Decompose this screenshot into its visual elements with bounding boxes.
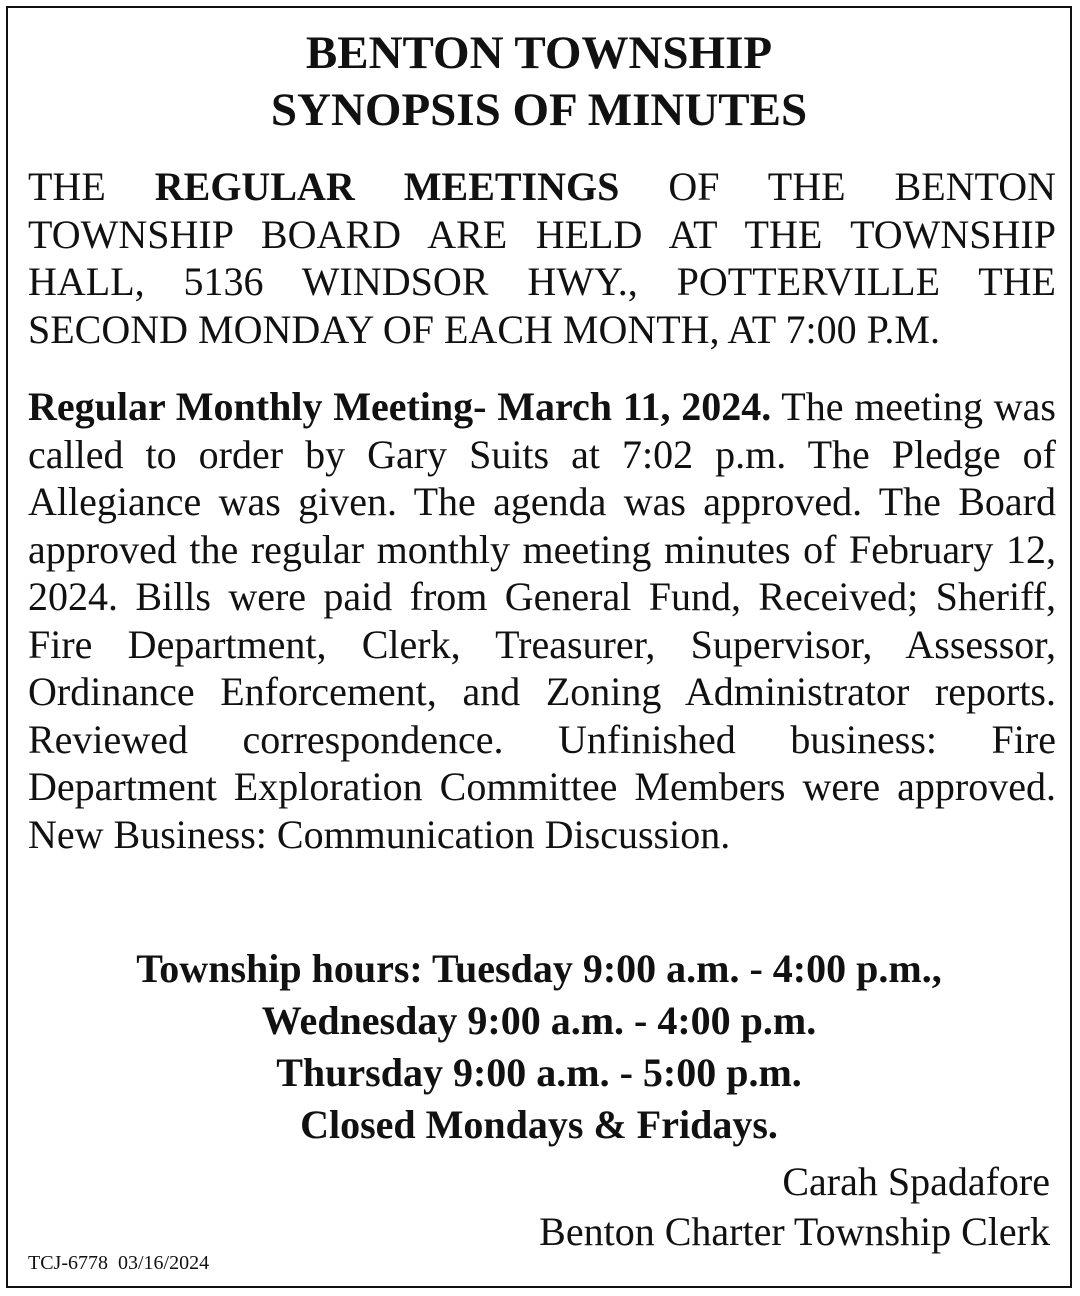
intro-text: OF THE BENTON TOWNSHIP BOARD ARE HELD AT THE TOWNSHIP HALL, 5136 WINDSOR HWY., POTTERVILLE THE SECOND MONDAY OF EACH MONTH, AT 7:00 P.M.: [28, 164, 1056, 352]
meeting-schedule-paragraph: [28, 163, 1056, 353]
signer-name: Carah Spadafore: [782, 1159, 1050, 1204]
intro-prefix: THE: [28, 164, 155, 209]
hours-line: Closed Mondays & Fridays.: [300, 1102, 778, 1147]
signature-block: [539, 1157, 1050, 1257]
publication-reference: TCJ-6778 03/16/2024: [28, 1252, 210, 1274]
signer-title: Benton Charter Township Clerk: [539, 1209, 1050, 1254]
minutes-heading: Regular Monthly Meeting- March 11, 2024.: [28, 384, 772, 429]
legal-notice: [6, 6, 1072, 1288]
minutes-paragraph: [28, 383, 1056, 858]
intro-emphasis: REGULAR MEETINGS: [154, 164, 620, 209]
hours-line: Township hours: Tuesday 9:00 a.m. - 4:00 p.m.,: [136, 946, 942, 991]
notice-subtitle: SYNOPSIS OF MINUTES: [270, 84, 808, 136]
minutes-body: The meeting was called to order by Gary Suits at 7:02 p.m. The Pledge of Allegiance was given. The agenda was approved. The Board approved the regular monthly meeting minutes of February 12, 2024. Bills were paid from General Fund, Received; Sheriff, Fire Department, Clerk, Treasurer, Supervisor, Assessor, Ordinance Enforcement, and Zoning Administrator reports. Reviewed correspondence. Unfinished business: Fire Department Exploration Committee Members were approved. New Business: Communication Discussion.: [28, 384, 1056, 857]
hours-line: Wednesday 9:00 a.m. - 4:00 p.m.: [261, 998, 817, 1043]
notice-title: BENTON TOWNSHIP: [305, 27, 773, 79]
township-hours: [8, 943, 1070, 1151]
hours-line: Thursday 9:00 a.m. - 5:00 p.m.: [276, 1050, 802, 1095]
